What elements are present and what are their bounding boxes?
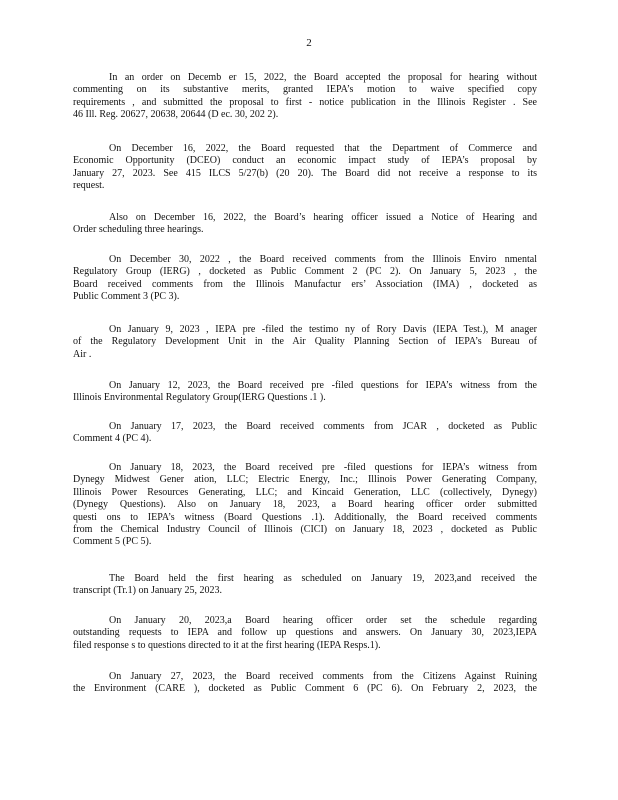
text-line: On January 12, 2023, the Board received pre -filed questions for IEPA’s witness from the	[109, 380, 537, 391]
text-line: In an order on Decemb er 15, 2022, the Board accepted the proposal for hearing without	[109, 72, 537, 83]
paragraph-comments-ierg-ima	[73, 254, 537, 304]
text-line: from the Chemical Industry Council of Illinois (CICI) on January 18, 2023 , docketed as Public	[73, 524, 537, 536]
text-line: (Dynegy Questions). Also on January 18, 2023, a Board hearing officer order submitted	[73, 499, 537, 511]
text-line: commenting on its substantive merits, granted IEPA’s motion to waive specified copy	[73, 84, 537, 96]
text-line: Comment 4 (PC 4).	[73, 433, 152, 445]
text-line: Illinois Power Resources Generating, LLC; and Kincaid Generation, LLC (collectively, Dynegy)	[73, 486, 537, 498]
text-line: On January 27, 2023, the Board received comments from the Citizens Against Ruining	[109, 671, 537, 682]
text-line: 46 Ill. Reg. 20627, 20638, 20644 (D ec. 30, 202 2).	[73, 109, 279, 121]
text-line: Order scheduling three hearings.	[73, 224, 204, 236]
text-line: Economic Opportunity (DCEO) conduct an economic impact study of IEPA’s proposal by	[73, 155, 537, 167]
text-line: On January 9, 2023 , IEPA pre -filed the testimo ny of Rory Davis (IEPA Test.), M anager	[109, 324, 537, 335]
text-line: On January 20, 2023,a Board hearing officer order set the schedule regarding	[109, 615, 537, 626]
paragraph-care-comment	[73, 671, 537, 696]
paragraph-first-notice	[73, 72, 537, 122]
paragraph-davis-testimony	[73, 324, 537, 361]
text-line: Public Comment 3 (PC 3).	[73, 291, 180, 303]
text-line: On December 16, 2022, the Board requested that the Department of Commerce and	[109, 143, 537, 154]
text-line: Air .	[73, 348, 92, 360]
text-line: outstanding requests to IEPA and follow up questions and answers. On January 30, 2023,IEPA	[73, 627, 537, 639]
text-line: transcript (Tr.1) on January 25, 2023.	[73, 585, 223, 597]
text-line: The Board held the first hearing as scheduled on January 19, 2023,and received the	[109, 573, 537, 584]
text-line: Dynegy Midwest Gener ation, LLC; Electric Energy, Inc.; Illinois Power Generating Company,	[73, 474, 537, 486]
paragraph-jcar-comment	[73, 421, 537, 446]
text-line: January 27, 2023. See 415 ILCS 5/27(b) (20 20). The Board did not receive a response to its	[73, 167, 537, 179]
text-line: of the Regulatory Development Unit in the Air Quality Planning Section of IEPA’s Bureau of	[73, 336, 537, 348]
paragraph-dynegy-questions	[73, 462, 537, 549]
text-line: On January 17, 2023, the Board received comments from JCAR , docketed as Public	[109, 421, 537, 432]
paragraph-ierg-questions	[73, 380, 537, 405]
text-line: request.	[73, 180, 105, 192]
text-line: Comment 5 (PC 5).	[73, 536, 152, 548]
text-line: filed response s to questions directed to it at the first hearing (IEPA Resps.1).	[73, 639, 381, 651]
paragraph-hearing-notice	[73, 212, 537, 237]
paragraph-first-hearing	[73, 573, 537, 598]
text-line: the Environment (CARE ), docketed as Public Comment 6 (PC 6). On February 2, 2023, the	[73, 683, 537, 695]
text-line: On January 18, 2023, the Board received pre -filed questions for IEPA’s witness from	[109, 462, 537, 473]
text-line: Regulatory Group (IERG) , docketed as Public Comment 2 (PC 2). On January 5, 2023 , the	[73, 266, 537, 278]
text-line: questi ons to IEPA’s witness (Board Questions .1). Additionally, the Board received comments	[73, 511, 537, 523]
text-line: On December 30, 2022 , the Board received comments from the Illinois Enviro nmental	[109, 254, 537, 265]
paragraph-schedule-order	[73, 615, 537, 652]
text-line: requirements , and submitted the proposal to first - notice publication in the Illinois Register . See	[73, 96, 537, 108]
text-line: Illinois Environmental Regulatory Group(IERG Questions .1 ).	[73, 392, 326, 404]
paragraph-dceo-request	[73, 143, 537, 193]
text-line: Board received comments from the Illinois Manufactur ers’ Association (IMA) , docketed as	[73, 278, 537, 290]
page-number: 2	[306, 37, 312, 49]
text-line: Also on December 16, 2022, the Board’s hearing officer issued a Notice of Hearing and	[109, 212, 537, 223]
